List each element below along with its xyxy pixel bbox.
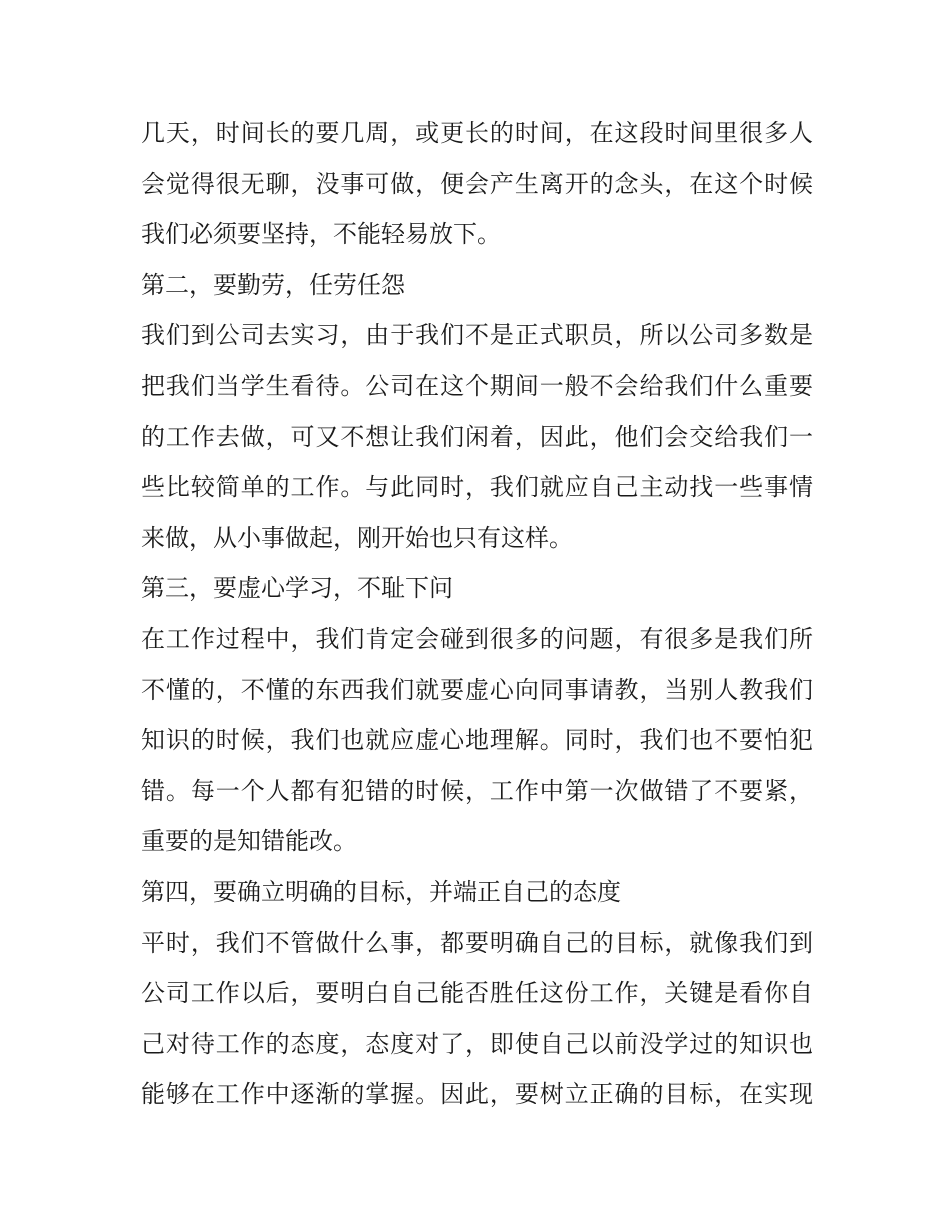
text-line: 几天，时间长的要几周，或更长的时间，在这段时间里很多人 xyxy=(141,119,813,147)
text-line: 平时，我们不管做什么事，都要明确自己的目标，就像我们到 xyxy=(141,928,813,957)
section-heading: 第二，要勤劳，任劳任怨 xyxy=(141,270,405,299)
text-line: 知识的时候，我们也就应虚心地理解。同时，我们也不要怕犯 xyxy=(141,726,813,755)
section-heading: 第四，要确立明确的目标，并端正自己的态度 xyxy=(141,877,621,906)
text-line: 错。每一个人都有犯错的时候，工作中第一次做错了不要紧， xyxy=(141,776,813,805)
section-heading: 第三，要虚心学习，不耻下问 xyxy=(141,574,453,603)
text-line: 把我们当学生看待。公司在这个期间一般不会给我们什么重要 xyxy=(141,371,813,400)
text-line: 不懂的，不懂的东西我们就要虚心向同事请教，当别人教我们 xyxy=(141,675,813,704)
text-line: 公司工作以后，要明白自己能否胜任这份工作，关键是看你自 xyxy=(141,979,813,1008)
text-line: 在工作过程中，我们肯定会碰到很多的问题，有很多是我们所 xyxy=(141,624,813,653)
text-line: 己对待工作的态度，态度对了，即使自己以前没学过的知识也 xyxy=(141,1029,813,1058)
text-line: 能够在工作中逐渐的掌握。因此，要树立正确的目标，在实现 xyxy=(141,1080,813,1109)
text-line: 的工作去做，可又不想让我们闲着，因此，他们会交给我们一 xyxy=(141,422,813,451)
text-line: 重要的是知错能改。 xyxy=(141,827,357,856)
text-line: 些比较简单的工作。与此同时，我们就应自己主动找一些事情 xyxy=(141,473,813,502)
text-line: 来做，从小事做起，刚开始也只有这样。 xyxy=(141,523,573,552)
body-text xyxy=(141,108,813,1120)
text-line: 我们到公司去实习，由于我们不是正式职员，所以公司多数是 xyxy=(141,321,813,350)
text-line: 我们必须要坚持，不能轻易放下。 xyxy=(141,220,501,249)
text-line: 会觉得很无聊，没事可做，便会产生离开的念头，在这个时候 xyxy=(141,169,813,198)
